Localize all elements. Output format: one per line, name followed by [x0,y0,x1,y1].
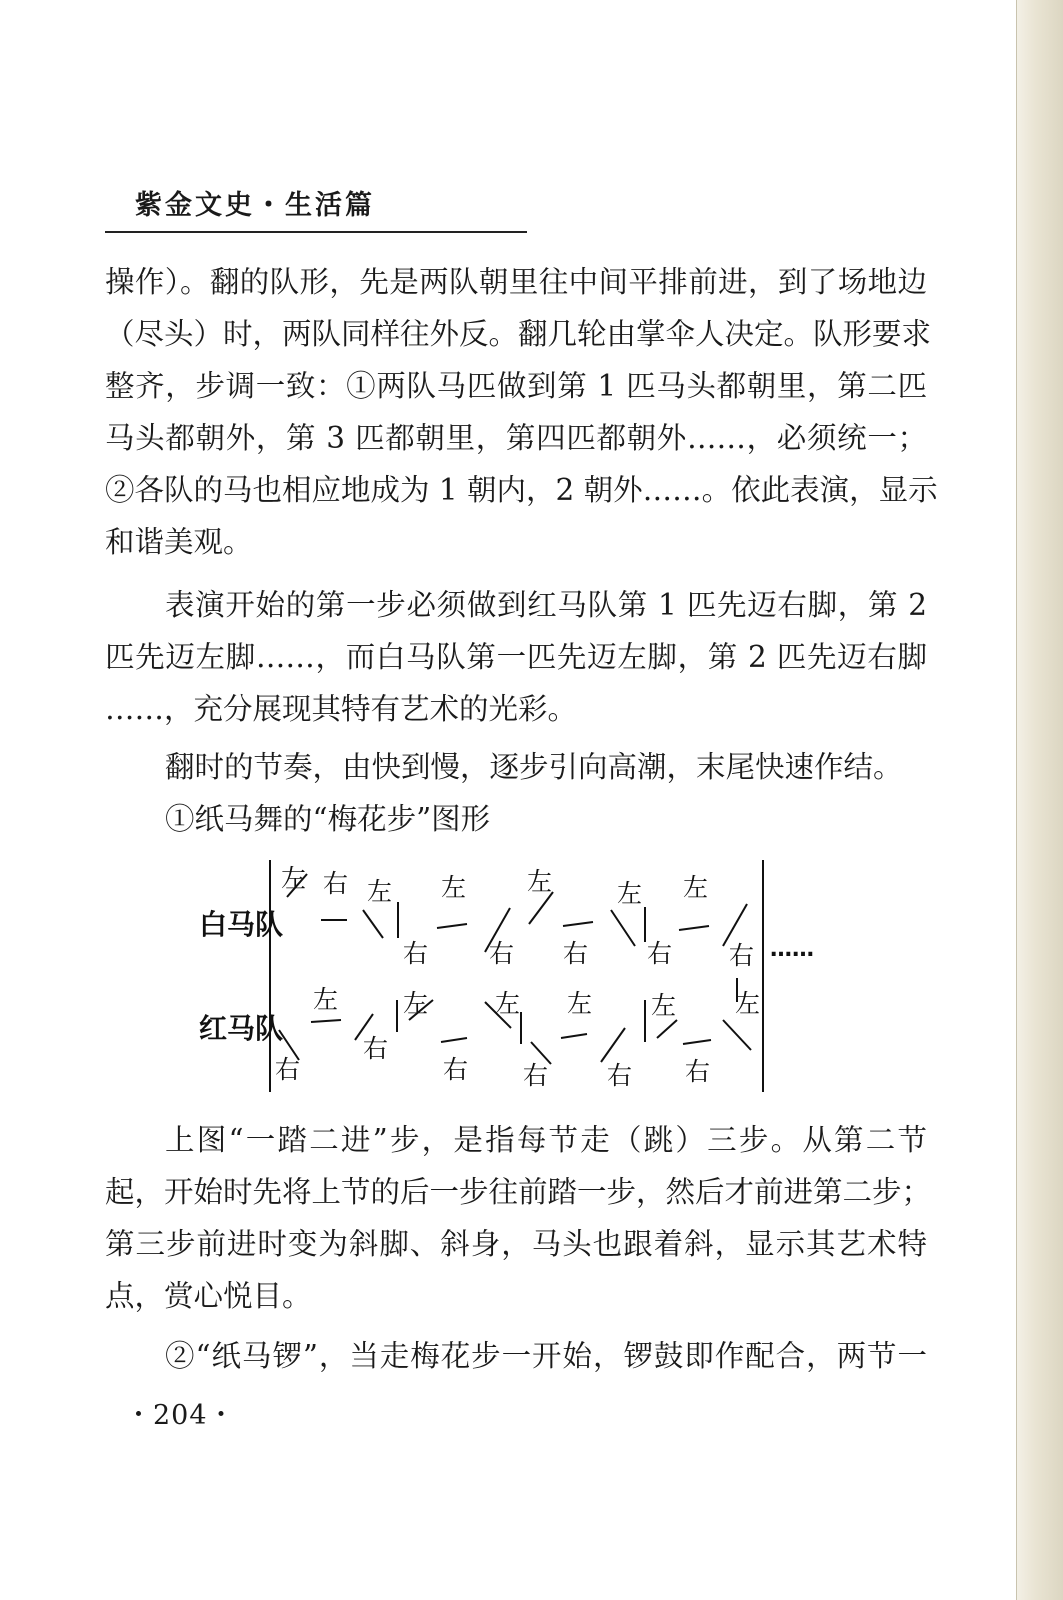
step-left-char: 左 [313,985,339,1014]
paragraph-4 [105,1114,932,1322]
step-stroke [611,910,635,946]
page-edge-shadow [1016,0,1063,1600]
step-stroke [363,910,383,938]
paragraph-3 [105,741,927,793]
row-label-red: 红马队 [199,1012,284,1045]
step-stroke [679,926,709,930]
step-left-char: 左 [617,879,643,908]
step-stroke [657,1020,677,1038]
paragraph-5 [105,1330,927,1382]
text-line: 表演开始的第一步必须做到红马队第 1 匹先迈右脚，第 2 [165,588,927,622]
step-left-char: 左 [281,864,307,893]
step-left-char: 左 [403,989,429,1018]
step-stroke [601,1028,625,1062]
paragraph-1 [105,256,938,568]
step-right-char: 右 [443,1055,469,1084]
text-line: ②各队的马也相应地成为 1 朝内，2 朝外……。依此表演，显示 [105,473,938,507]
step-stroke [683,1040,711,1044]
text-line: ②“纸马锣”，当走梅花步一开始，锣鼓即作配合，两节一 [165,1339,927,1373]
figure-caption [105,793,927,845]
step-stroke [529,892,553,924]
step-right-char: 右 [275,1055,301,1084]
step-left-char: 左 [651,991,677,1020]
text-line: 整齐，步调一致：①两队马匹做到第 1 匹马头都朝里，第二匹 [105,369,927,403]
step-diagram [195,852,835,1102]
text-line: 点，赏心悦目。 [105,1279,312,1313]
step-stroke [561,1034,587,1038]
step-left-char: 左 [441,873,467,902]
text-line: 起，开始时先将上节的后一步往前踏一步，然后才前进第二步； [105,1175,932,1209]
text-line: 操作）。翻的队形，先是两队朝里往中间平排前进，到了场地边 [105,265,927,299]
page-number: ・204・ [125,1400,236,1431]
paragraph-2 [105,579,927,735]
step-marks [275,864,760,1090]
step-stroke [723,1020,751,1050]
step-stroke [563,922,593,926]
step-stroke [437,924,467,928]
text-line: 和谐美观。 [105,525,253,559]
text-line: （尽头）时，两队同样往外反。翻几轮由掌伞人决定。队形要求 [105,317,932,351]
step-stroke [441,1038,467,1042]
text-line: 上图“一踏二进”步，是指每节走（跳）三步。从第二节 [165,1123,927,1157]
step-left-char: 左 [567,989,593,1018]
step-right-char: 右 [729,941,755,970]
header-rule [105,231,527,233]
text-line: 第三步前进时变为斜脚、斜身，马头也跟着斜，显示其艺术特 [105,1227,927,1261]
step-right-char: 右 [323,869,349,898]
step-stroke [723,904,747,946]
text-line: 马头都朝外，第 3 匹都朝里，第四匹都朝外……，必须统一； [105,421,927,455]
step-left-char: 左 [683,873,709,902]
step-right-char: 右 [685,1057,711,1086]
plum-blossom-step-figure [195,852,835,1102]
step-left-char: 左 [527,867,553,896]
step-left-char: 左 [495,989,521,1018]
text-line: ……，充分展现其特有艺术的光彩。 [105,692,578,726]
step-right-char: 右 [607,1061,633,1090]
step-left-char: 左 [367,877,393,906]
caption-text: ①纸马舞的“梅花步”图形 [165,802,491,836]
step-right-char: 右 [363,1034,389,1063]
text-line: 翻时的节奏，由快到慢，逐步引向高潮，末尾快速作结。 [165,750,903,784]
step-stroke [311,1020,341,1022]
step-right-char: 右 [489,939,515,968]
row-label-white: 白马队 [199,908,284,941]
running-head: 紫金文史・生活篇 [135,190,375,221]
step-right-char: 右 [563,939,589,968]
step-left-char: 左 [735,989,761,1018]
step-right-char: 右 [647,939,673,968]
step-right-char: 右 [403,939,429,968]
figure-ellipsis: …… [770,937,814,962]
text-line: 匹先迈左脚……，而白马队第一匹先迈左脚，第 2 匹先迈右脚 [105,640,927,674]
step-right-char: 右 [523,1061,549,1090]
